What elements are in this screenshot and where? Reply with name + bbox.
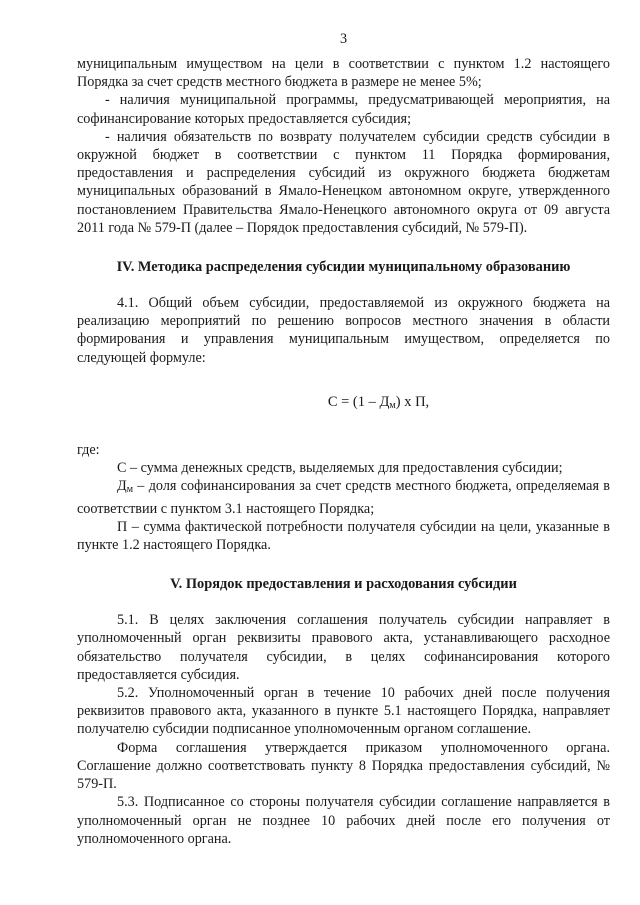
section-5-paragraph-3: Форма соглашения утверждается приказом уполномоченного органа. Соглашение должно соответствовать пункту 8 Порядка предоставления субсидий, № 579-П. xyxy=(77,739,610,793)
where-label: где: xyxy=(77,442,100,459)
intro-paragraph-3: - наличия обязательств по возврату получателем субсидии средств субсидии в окружной бюджет в соответствии с пунктом 11 Порядка формирования, предоставления и распределения субсидий из окружного бюджета бюджетам муниципальных образований в Ямало-Ненецком автономном округе, утвержденного постановлением Правительства Ямало-Ненецкого автономного округа от 09 августа 2011 года № 579-П (далее – Порядок предоставления субсидий, № 579-П). xyxy=(77,128,610,236)
section-5-title: V. Порядок предоставления и расходования субсидии xyxy=(170,576,517,593)
definition-d-text: – доля софинансирования за счет средств местного бюджета, определяемая в соответствии с пунктом 3.1 настоящего Порядка; xyxy=(77,478,610,517)
section-5-paragraph-1: 5.1. В целях заключения соглашения получатель субсидии направляет в уполномоченный орган реквизиты правового акта, устанавливающего расходное обязательство получателя субсидии, в целях софинансирования которого предоставляется субсидия. xyxy=(77,612,610,683)
definition-c: С – сумма денежных средств, выделяемых для предоставления субсидии; xyxy=(117,460,563,477)
formula xyxy=(77,393,610,415)
section-5-paragraph-2: 5.2. Уполномоченный орган в течение 10 рабочих дней после получения реквизитов правового акта, указанного в пункте 5.1 настоящего Порядка, направляет получателю субсидии подписанное уполномоченным органом соглашение. xyxy=(77,685,610,738)
definition-d xyxy=(77,477,610,517)
definition-p: П – сумма фактической потребности получателя субсидии на цели, указанные в пункте 1.2 настоящего Порядка. xyxy=(77,518,610,554)
intro-paragraph-2: - наличия муниципальной программы, предусматривающей мероприятия, на софинансирование которых предоставляется субсидия; xyxy=(77,92,610,127)
section-5-paragraph-4: 5.3. Подписанное со стороны получателя субсидии соглашение направляется в уполномоченный орган не позднее 10 рабочих дней после его получения от уполномоченного органа. xyxy=(77,794,610,847)
section-4-title: IV. Методика распределения субсидии муниципальному образованию xyxy=(116,259,571,276)
document-page xyxy=(77,30,610,848)
definition-d-symbol: Д xyxy=(117,478,127,495)
intro-paragraph-1: муниципальным имуществом на цели в соответствии с пунктом 1.2 настоящего Порядка за счет средств местного бюджета в размере не менее 5%; xyxy=(77,56,610,91)
formula-subscript: м xyxy=(389,399,396,411)
formula-right: ) х П, xyxy=(395,393,430,410)
definition-d-subscript: м xyxy=(126,484,134,496)
formula-left: С = (1 – Д xyxy=(327,393,390,410)
section-4-paragraph-1: 4.1. Общий объем субсидии, предоставляемой из окружного бюджета на реализацию мероприятий по решению вопросов местного значения в области формирования и управления муниципальным имуществом, определяется по следующей формуле: xyxy=(77,295,610,366)
page-number: 3 xyxy=(339,31,348,47)
